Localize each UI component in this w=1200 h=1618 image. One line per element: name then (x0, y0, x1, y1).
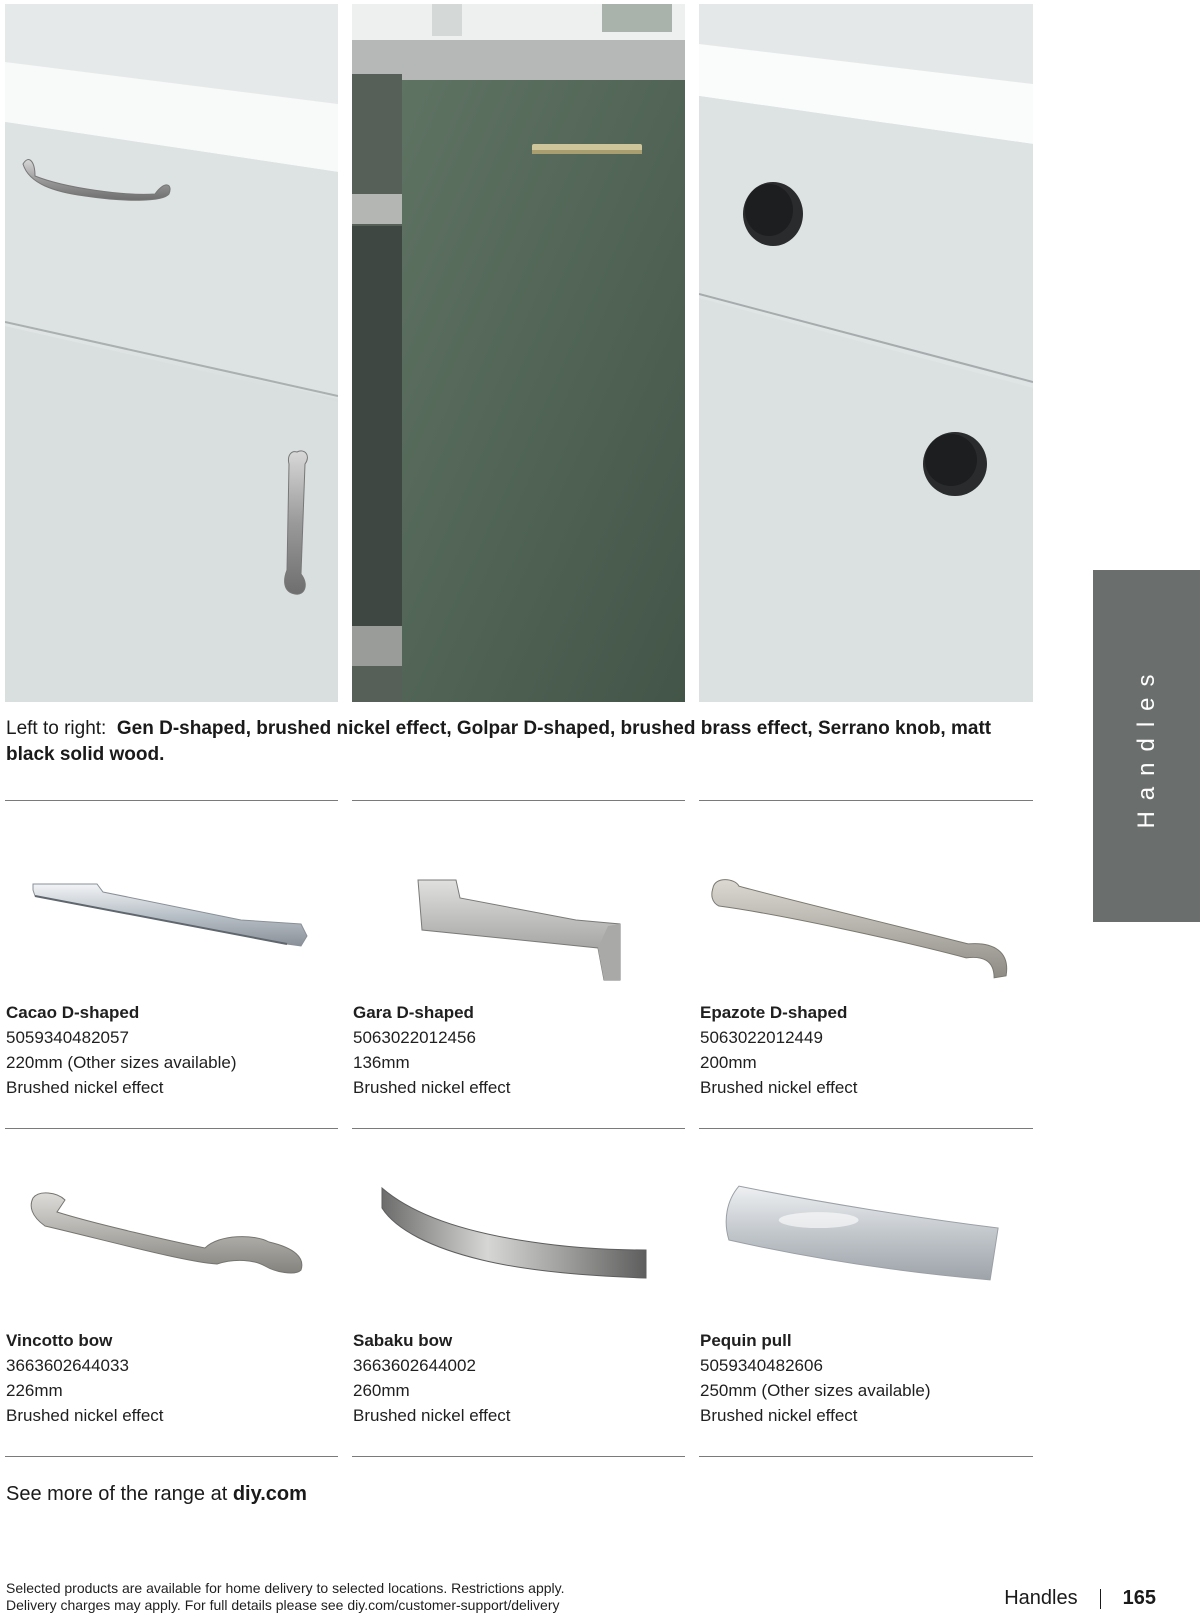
divider (352, 1128, 685, 1129)
product-info (6, 1000, 237, 1100)
product-name: Sabaku bow (353, 1331, 453, 1350)
product-finish: Brushed nickel effect (353, 1078, 511, 1097)
product-name: Epazote D-shaped (700, 1003, 848, 1022)
footer-divider (1100, 1589, 1101, 1609)
product-code: 3663602644033 (6, 1356, 129, 1375)
divider (5, 1456, 338, 1457)
page-number: 165 (1122, 1587, 1156, 1609)
divider (5, 800, 338, 801)
product-code: 5063022012449 (700, 1028, 823, 1047)
product-name: Vincotto bow (6, 1331, 113, 1350)
product-size: 260mm (353, 1381, 410, 1400)
profile-pull-handle-icon (699, 1168, 1032, 1318)
curved-bow-handle-icon (352, 1168, 685, 1318)
product-name: Gara D-shaped (353, 1003, 474, 1022)
product-info (700, 1000, 858, 1100)
product-card-cacao (5, 820, 338, 1120)
photo-golpar-d-shaped-handle (352, 4, 685, 702)
product-info (353, 1000, 511, 1100)
product-size: 226mm (6, 1381, 63, 1400)
disclaimer-line: Selected products are available for home delivery to selected locations. Restrictions apply. (6, 1580, 565, 1596)
divider (352, 1456, 685, 1457)
divider (352, 800, 685, 801)
flat-bar-handle-icon (5, 840, 338, 990)
square-d-handle-icon (352, 840, 685, 990)
product-name: Cacao D-shaped (6, 1003, 140, 1022)
see-more-text (6, 1483, 307, 1506)
product-code: 5059340482606 (700, 1356, 823, 1375)
delivery-disclaimer (6, 1580, 706, 1614)
section-tab-label: Handles (1132, 663, 1160, 829)
footer-section: Handles (1004, 1587, 1078, 1609)
product-size: 200mm (700, 1053, 757, 1072)
product-finish: Brushed nickel effect (6, 1406, 164, 1425)
diy-link[interactable]: diy.com (232, 1483, 307, 1505)
product-finish: Brushed nickel effect (700, 1078, 858, 1097)
product-size: 136mm (353, 1053, 410, 1072)
product-code: 3663602644002 (353, 1356, 476, 1375)
divider (699, 800, 1033, 801)
product-card-vincotto (5, 1148, 338, 1448)
product-info (353, 1328, 511, 1428)
photo-caption (6, 716, 1036, 768)
product-size: 250mm (Other sizes available) (700, 1381, 931, 1400)
caption-lead: Left to right: (6, 718, 107, 739)
divider (5, 1128, 338, 1129)
photo-serrano-knobs (699, 4, 1033, 702)
photo-gen-d-shaped-handles (5, 4, 338, 702)
divider (699, 1456, 1033, 1457)
see-more-label: See more of the range at (6, 1483, 228, 1505)
disclaimer-line: Delivery charges may apply. For full details please see diy.com/customer-support/delivery (6, 1597, 560, 1613)
section-tab (1093, 570, 1200, 922)
product-card-pequin (699, 1148, 1032, 1448)
product-code: 5063022012456 (353, 1028, 476, 1047)
product-card-gara (352, 820, 685, 1120)
divider (699, 1128, 1033, 1129)
product-finish: Brushed nickel effect (353, 1406, 511, 1425)
page-footer (1004, 1587, 1156, 1610)
round-d-handle-icon (699, 840, 1032, 990)
product-card-epazote (699, 820, 1032, 1120)
product-code: 5059340482057 (6, 1028, 129, 1047)
wave-bow-handle-icon (5, 1168, 338, 1318)
product-size: 220mm (Other sizes available) (6, 1053, 237, 1072)
product-finish: Brushed nickel effect (6, 1078, 164, 1097)
product-finish: Brushed nickel effect (700, 1406, 858, 1425)
product-name: Pequin pull (700, 1331, 792, 1350)
product-card-sabaku (352, 1148, 685, 1448)
product-info (6, 1328, 164, 1428)
caption-products: Gen D-shaped, brushed nickel effect, Golpar D-shaped, brushed brass effect, Serrano knob, matt black solid wood. (6, 718, 992, 765)
product-info (700, 1328, 931, 1428)
